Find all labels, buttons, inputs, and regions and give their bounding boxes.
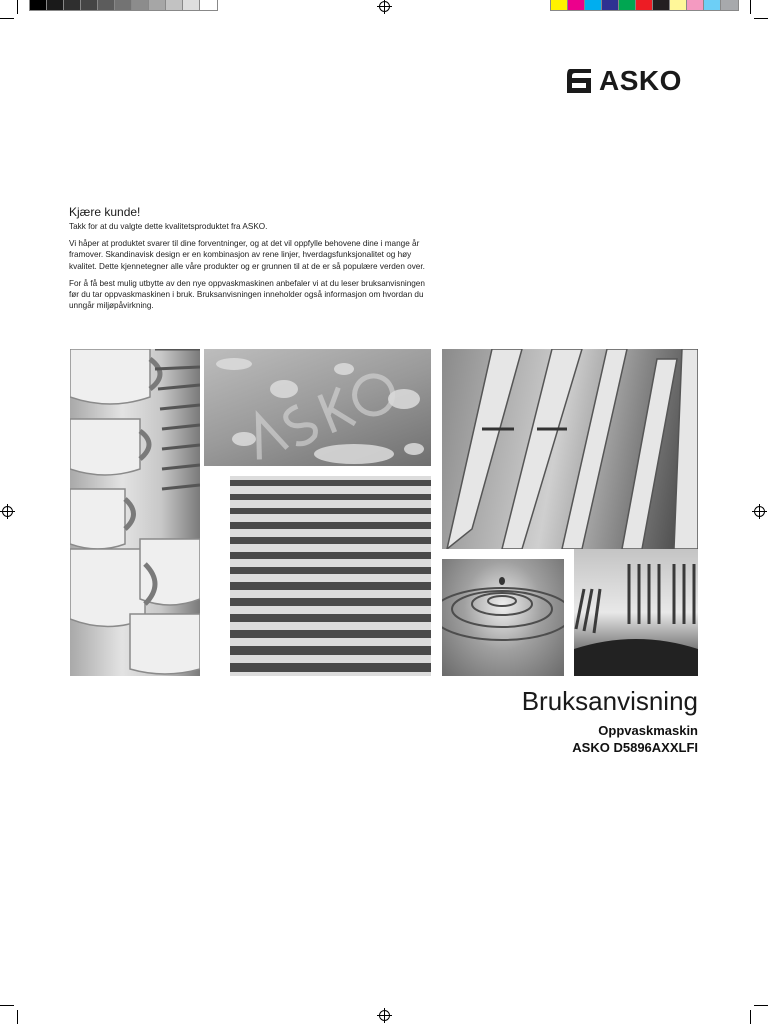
color-swatch bbox=[636, 0, 653, 10]
registration-mark-icon bbox=[379, 1, 390, 12]
crop-mark bbox=[17, 0, 18, 14]
photo-cups bbox=[70, 349, 200, 676]
color-swatch bbox=[653, 0, 670, 10]
color-swatch bbox=[721, 0, 738, 10]
color-swatch bbox=[132, 0, 149, 10]
registration-mark-icon bbox=[379, 1010, 390, 1021]
letter-paragraph: Vi håper at produktet svarer til dine forventninger, og at det vil oppfylle behovene dine i mange år framover. Skandinavisk design er en kombinasjon av rene linjer, hverdagsfunksjonalitet og høy kvalitet. Dette kjennetegner alle våre produkter og er grunnen til at de er så populære verden over. bbox=[69, 239, 425, 271]
color-swatch bbox=[81, 0, 98, 10]
color-swatch bbox=[670, 0, 687, 10]
crop-mark bbox=[750, 0, 751, 14]
color-swatch bbox=[602, 0, 619, 10]
photo-water-drop bbox=[442, 559, 564, 676]
color-swatch bbox=[200, 0, 217, 10]
welcome-letter bbox=[69, 205, 434, 317]
document-title: Bruksanvisning bbox=[521, 686, 698, 716]
greeting: Kjære kunde! bbox=[69, 205, 141, 219]
registration-mark-icon bbox=[2, 506, 13, 517]
photo-cutlery bbox=[442, 349, 698, 549]
crop-mark bbox=[0, 1005, 14, 1006]
photo-forks bbox=[574, 549, 698, 676]
color-swatch bbox=[183, 0, 200, 10]
color-swatch bbox=[704, 0, 721, 10]
crop-mark bbox=[754, 1005, 768, 1006]
crop-mark bbox=[0, 18, 14, 19]
color-swatch bbox=[687, 0, 704, 10]
color-swatch bbox=[30, 0, 47, 10]
color-swatch bbox=[619, 0, 636, 10]
photo-plates bbox=[230, 476, 431, 676]
color-swatch bbox=[551, 0, 568, 10]
color-swatch bbox=[47, 0, 64, 10]
product-model: ASKO D5896AXXLFI bbox=[572, 740, 698, 755]
color-swatch bbox=[568, 0, 585, 10]
color-swatch bbox=[166, 0, 183, 10]
color-swatch bbox=[149, 0, 166, 10]
letter-paragraph: Takk for at du valgte dette kvalitetsproduktet fra ASKO. bbox=[69, 222, 268, 231]
asko-logo-icon bbox=[567, 69, 593, 93]
crop-mark bbox=[754, 18, 768, 19]
crop-mark bbox=[750, 1010, 751, 1024]
asko-logo bbox=[567, 66, 682, 96]
document-subtitle: Oppvaskmaskin bbox=[598, 723, 698, 738]
photo-water-drops bbox=[204, 349, 431, 466]
color-swatch bbox=[585, 0, 602, 10]
letter-paragraph: For å få best mulig utbytte av den nye oppvaskmaskinen anbefaler vi at du leser bruksanvisningen før du tar oppvaskmaskinen i bruk. Bruksanvisningen inneholder også informasjon om hvordan du unngår miljøpåvirkning. bbox=[69, 278, 425, 311]
color-swatch bbox=[98, 0, 115, 10]
brand-name: ASKO bbox=[599, 65, 682, 96]
color-swatch bbox=[115, 0, 132, 10]
crop-mark bbox=[17, 1010, 18, 1024]
registration-mark-icon bbox=[754, 506, 765, 517]
color-swatch bbox=[64, 0, 81, 10]
